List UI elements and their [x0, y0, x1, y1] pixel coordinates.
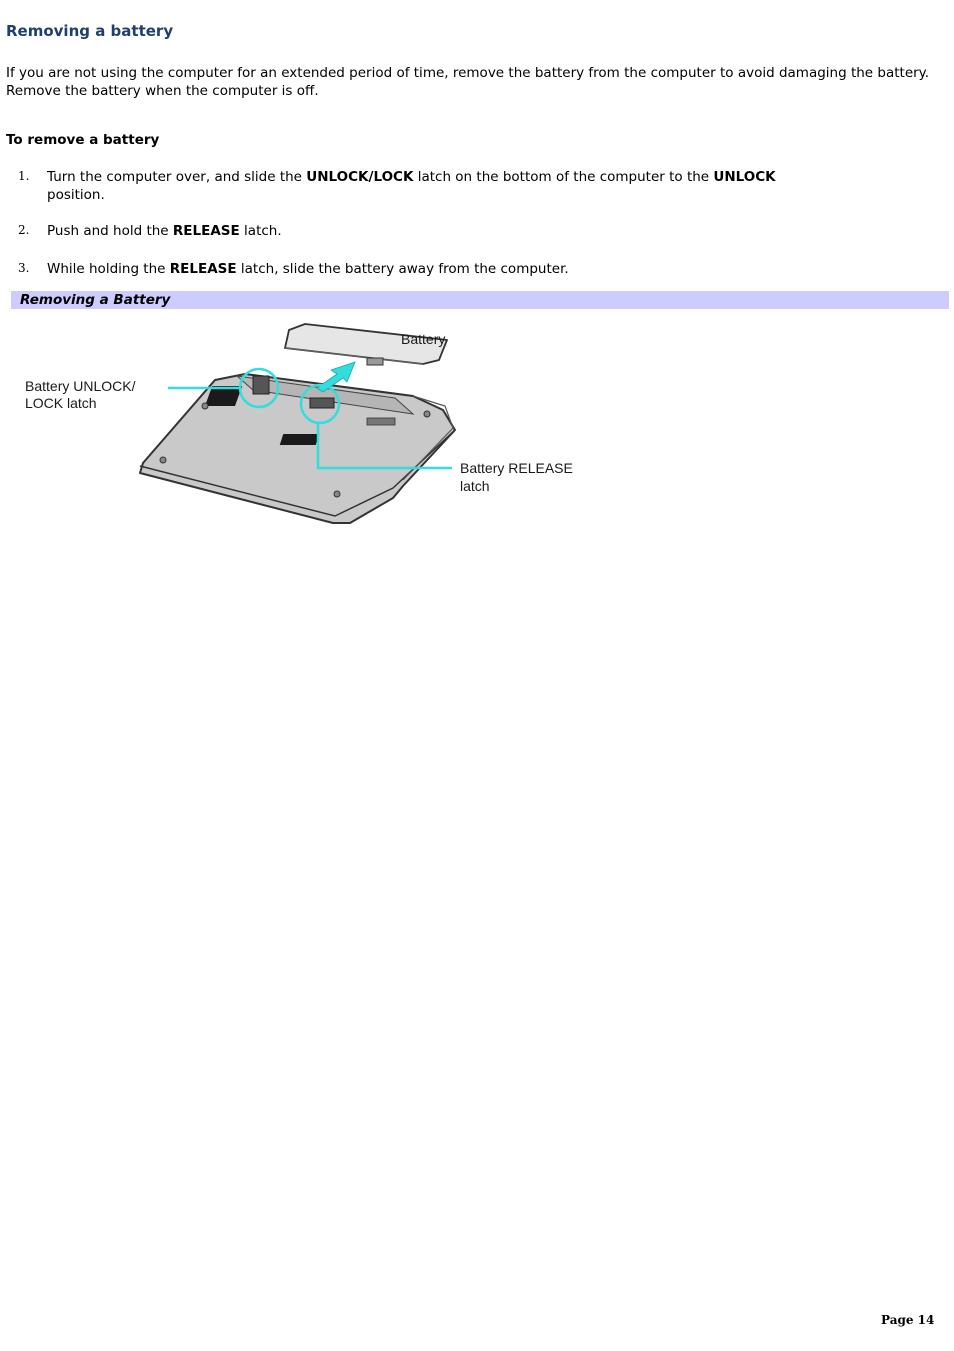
page-title: Removing a battery	[6, 22, 174, 40]
screw	[424, 411, 430, 417]
screw	[202, 403, 208, 409]
release-label-line1: Battery RELEASE	[460, 460, 573, 476]
step-text: While holding the RELEASE latch, slide the battery away from the computer.	[47, 261, 569, 277]
step-number: 3.	[18, 261, 30, 275]
battery-label: Battery	[401, 331, 446, 347]
battery-removal-illustration	[15, 318, 595, 533]
step-number: 1.	[18, 169, 30, 183]
battery-connector	[367, 358, 383, 365]
step-text: Push and hold the RELEASE latch.	[47, 223, 282, 239]
release-term: RELEASE	[169, 261, 237, 277]
figure-caption: Removing a Battery	[20, 292, 171, 308]
intro-paragraph: If you are not using the computer for an extended period of time, remove the battery from the computer to avoid damaging the battery. Remove the battery when the computer is off.	[6, 65, 930, 99]
screw	[334, 491, 340, 497]
figure-caption-bar	[11, 291, 949, 309]
release-term: RELEASE	[172, 223, 240, 239]
screw	[160, 457, 166, 463]
step-number: 2.	[18, 223, 30, 237]
release-label-line2: latch	[460, 478, 490, 494]
page-number: Page 14	[881, 1313, 935, 1327]
unlock-lock-latch	[253, 376, 269, 394]
unlock-label-line2: LOCK latch	[25, 395, 97, 411]
release-latch	[310, 398, 334, 408]
procedure-heading: To remove a battery	[6, 132, 160, 148]
vent-grille-center	[280, 434, 320, 445]
step-text: Turn the computer over, and slide the UNLOCK/LOCK latch on the bottom of the computer to the UNLOCK position.	[47, 169, 776, 203]
slot	[367, 418, 395, 425]
unlock-lock-term: UNLOCK/LOCK	[306, 169, 414, 185]
unlock-term: UNLOCK	[713, 169, 776, 185]
unlock-label-line1: Battery UNLOCK/	[25, 378, 136, 394]
